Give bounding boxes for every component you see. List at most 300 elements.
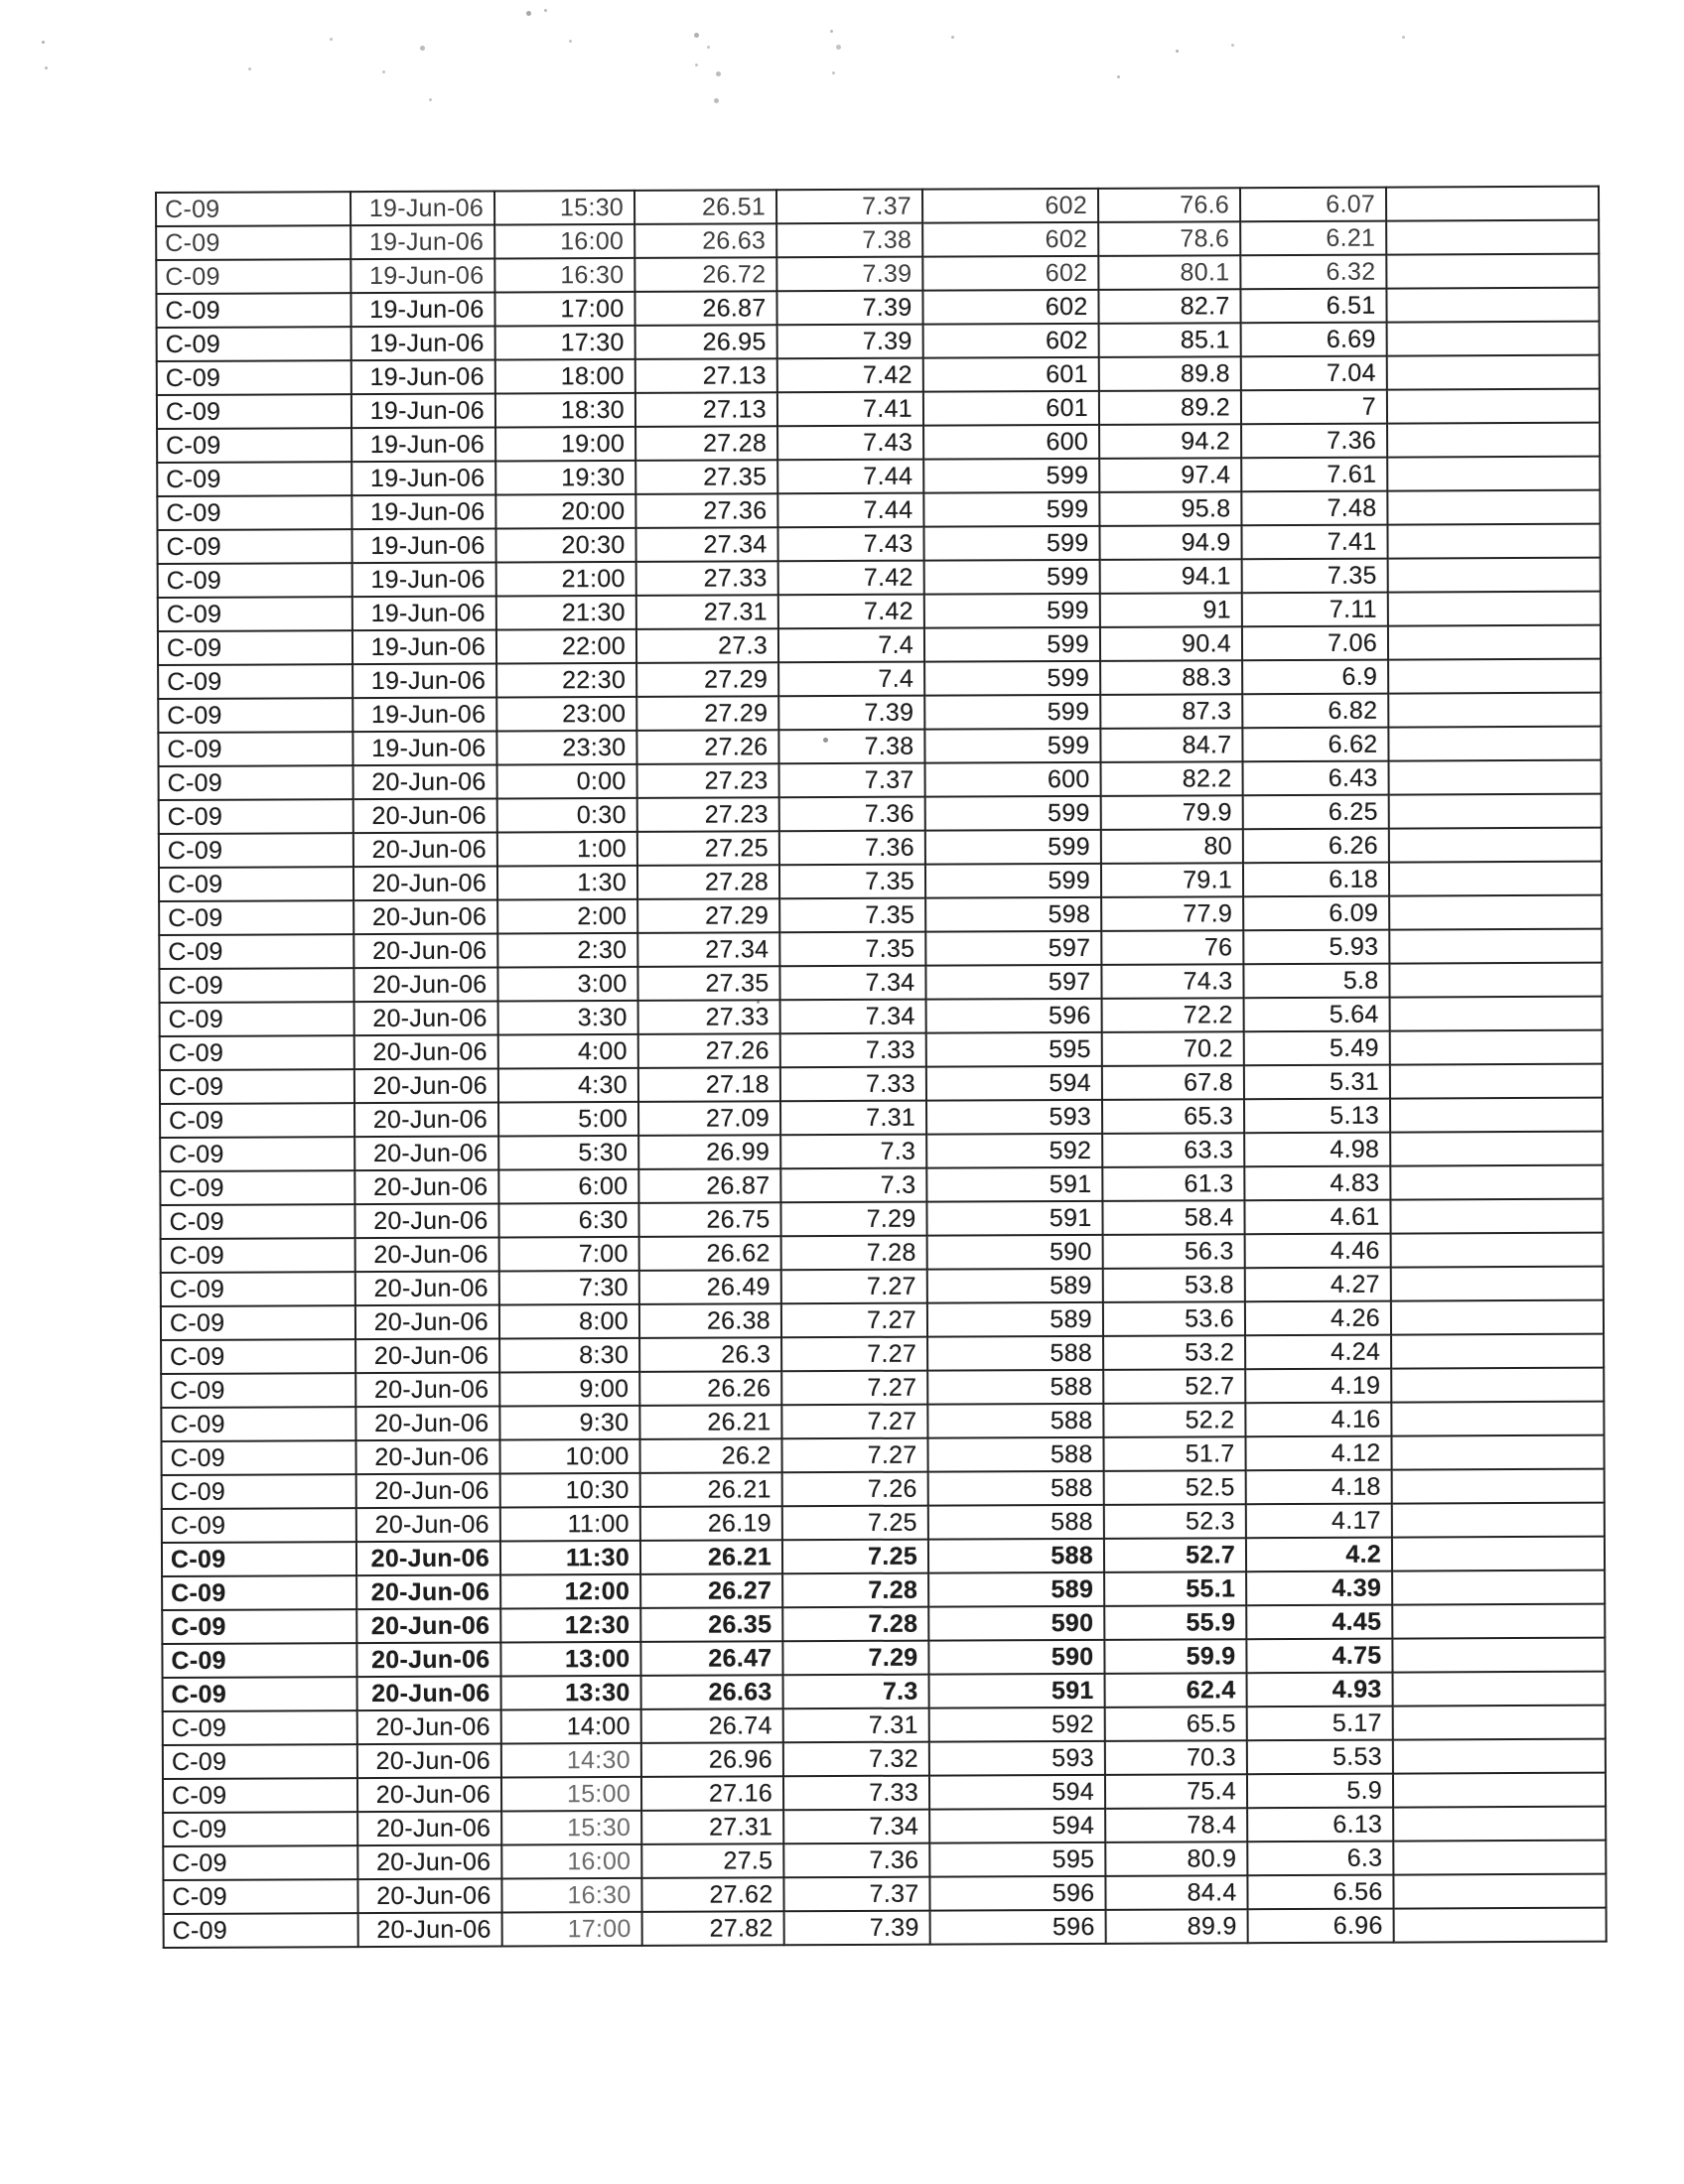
cell-col6: 588 [927, 1404, 1103, 1438]
gridline-extension [1393, 1706, 1606, 1740]
cell-col5: 7.42 [778, 595, 924, 629]
cell-col7: 89.9 [1106, 1909, 1248, 1944]
cell-col8: 5.13 [1244, 1099, 1390, 1134]
gridline-extension [1386, 288, 1599, 323]
cell-col4: 27.16 [641, 1776, 783, 1811]
cell-col2: 19-Jun-06 [351, 529, 495, 564]
cell-col4: 26.62 [639, 1236, 781, 1271]
cell-col3: 7:30 [499, 1271, 639, 1305]
cell-col5: 7.31 [783, 1708, 929, 1743]
cell-col5: 7.42 [778, 561, 924, 596]
cell-col5: 7.44 [777, 493, 923, 528]
cell-col8: 5.64 [1244, 998, 1390, 1032]
cell-col6: 599 [924, 594, 1100, 628]
gridline-extension [1391, 1267, 1604, 1301]
cell-col2: 20-Jun-06 [356, 1642, 500, 1677]
cell-col8: 4.98 [1244, 1133, 1390, 1167]
gridline-extension [1389, 794, 1602, 829]
cell-col7: 52.5 [1104, 1470, 1246, 1505]
cell-col2: 20-Jun-06 [353, 968, 497, 1003]
cell-col4: 26.51 [634, 190, 776, 224]
cell-col4: 27.23 [637, 797, 779, 832]
cell-col1: C-09 [157, 327, 351, 361]
cell-col7: 51.7 [1103, 1436, 1245, 1471]
cell-col7: 53.6 [1103, 1301, 1245, 1336]
gridline-extension [1391, 1233, 1604, 1268]
cell-col6: 596 [926, 999, 1102, 1033]
cell-col5: 7.4 [778, 628, 924, 663]
cell-col6: 589 [928, 1572, 1104, 1607]
cell-col1: C-09 [157, 394, 351, 429]
cell-col4: 27.09 [638, 1101, 780, 1136]
cell-col8: 6.96 [1248, 1909, 1394, 1944]
gridline-extension [1389, 760, 1602, 795]
cell-col4: 26.26 [639, 1371, 781, 1406]
cell-col1: C-09 [161, 1238, 355, 1273]
cell-col4: 27.18 [638, 1067, 780, 1102]
cell-col4: 26.49 [639, 1270, 781, 1304]
cell-col1: C-09 [160, 1204, 354, 1239]
cell-col5: 7.27 [781, 1438, 927, 1473]
cell-col5: 7.34 [779, 966, 925, 1001]
gridline-extension [1389, 895, 1602, 930]
cell-col4: 27.31 [641, 1810, 783, 1844]
cell-col4: 26.96 [641, 1742, 783, 1777]
table-body [156, 187, 1607, 1948]
cell-col4: 27.62 [641, 1877, 783, 1912]
cell-col7: 80.1 [1098, 255, 1240, 290]
cell-col6: 590 [928, 1606, 1104, 1641]
gridline-extension [1387, 457, 1600, 491]
cell-col7: 52.7 [1104, 1538, 1246, 1572]
cell-col3: 6:30 [498, 1203, 638, 1238]
cell-col6: 599 [923, 526, 1099, 561]
cell-col8: 5.9 [1247, 1774, 1393, 1809]
cell-col5: 7.3 [783, 1675, 929, 1709]
cell-col8: 4.26 [1245, 1301, 1391, 1336]
cell-col6: 588 [928, 1471, 1104, 1506]
cell-col2: 20-Jun-06 [355, 1237, 499, 1272]
cell-col4: 27.28 [635, 426, 777, 461]
cell-col3: 3:30 [498, 1001, 638, 1035]
cell-col7: 67.8 [1102, 1065, 1244, 1100]
cell-col5: 7.29 [782, 1641, 928, 1676]
cell-col6: 594 [926, 1066, 1102, 1101]
cell-col6: 588 [928, 1539, 1104, 1573]
cell-col7: 88.3 [1100, 660, 1242, 695]
cell-col1: C-09 [159, 900, 353, 935]
cell-col5: 7.35 [779, 932, 925, 967]
cell-col8: 7.61 [1241, 458, 1387, 492]
cell-col6: 591 [929, 1674, 1105, 1708]
cell-col8: 5.93 [1243, 930, 1389, 965]
cell-col4: 27.13 [635, 358, 777, 393]
cell-col1: C-09 [161, 1440, 355, 1475]
cell-col1: C-09 [157, 428, 351, 463]
gridline-extension [1387, 524, 1600, 559]
cell-col8: 7.35 [1242, 559, 1388, 594]
cell-col7: 87.3 [1100, 694, 1242, 729]
cell-col8: 4.17 [1246, 1504, 1392, 1539]
cell-col8: 6.25 [1243, 795, 1389, 830]
cell-col2: 19-Jun-06 [351, 327, 495, 361]
gridline-extension [1390, 1098, 1603, 1133]
cell-col4: 27.26 [636, 730, 778, 764]
cell-col4: 27.3 [636, 628, 778, 663]
cell-col2: 20-Jun-06 [357, 1709, 501, 1744]
cell-col3: 10:00 [499, 1439, 639, 1474]
cell-col2: 20-Jun-06 [357, 1743, 501, 1778]
cell-col6: 596 [930, 1910, 1106, 1945]
cell-col1: C-09 [157, 495, 351, 530]
cell-col3: 16:30 [501, 1878, 641, 1913]
cell-col3: 0:00 [497, 764, 637, 799]
cell-col6: 591 [926, 1201, 1102, 1236]
cell-col7: 95.8 [1099, 491, 1241, 526]
cell-col5: 7.29 [780, 1202, 926, 1237]
cell-col2: 19-Jun-06 [351, 394, 495, 429]
cell-col6: 593 [929, 1741, 1105, 1776]
gridline-extension [1393, 1773, 1606, 1808]
cell-col3: 18:30 [495, 393, 635, 428]
cell-col8: 4.61 [1244, 1200, 1390, 1235]
cell-col6: 599 [925, 830, 1101, 865]
cell-col6: 590 [927, 1235, 1103, 1270]
cell-col8: 4.24 [1245, 1335, 1391, 1370]
cell-col2: 19-Jun-06 [351, 495, 495, 530]
gridline-extension [1393, 1739, 1606, 1774]
cell-col7: 70.3 [1105, 1740, 1247, 1775]
cell-col1: C-09 [161, 1373, 355, 1408]
gridline-extension [1390, 1064, 1603, 1099]
gridline-extension [1394, 1908, 1607, 1943]
cell-col4: 27.5 [641, 1843, 783, 1878]
cell-col2: 20-Jun-06 [353, 867, 497, 901]
cell-col3: 14:00 [501, 1709, 641, 1744]
cell-col1: C-09 [159, 968, 353, 1003]
cell-col5: 7.39 [777, 325, 923, 359]
cell-col1: C-09 [158, 698, 352, 733]
gridline-extension [1388, 625, 1601, 660]
cell-col1: C-09 [163, 1845, 357, 1880]
cell-col2: 20-Jun-06 [355, 1372, 499, 1407]
cell-col8: 4.18 [1246, 1470, 1392, 1505]
cell-col1: C-09 [158, 630, 352, 665]
cell-col6: 594 [929, 1775, 1105, 1810]
cell-col7: 55.1 [1104, 1571, 1246, 1606]
cell-col7: 80 [1101, 829, 1243, 864]
cell-col2: 19-Jun-06 [352, 732, 496, 766]
cell-col6: 599 [924, 627, 1100, 662]
cell-col7: 65.3 [1102, 1099, 1244, 1134]
cell-col1: C-09 [158, 597, 352, 631]
cell-col5: 7.28 [782, 1573, 928, 1608]
cell-col3: 9:30 [499, 1406, 639, 1440]
cell-col5: 7.33 [780, 1033, 926, 1068]
cell-col7: 56.3 [1103, 1234, 1245, 1269]
cell-col1: C-09 [161, 1305, 355, 1340]
cell-col7: 62.4 [1105, 1673, 1247, 1707]
cell-col2: 20-Jun-06 [354, 1102, 498, 1137]
cell-col5: 7.36 [779, 797, 925, 832]
cell-col3: 19:00 [495, 427, 635, 462]
cell-col4: 26.38 [639, 1303, 781, 1338]
cell-col8: 6.69 [1241, 323, 1387, 357]
cell-col4: 27.33 [638, 1000, 780, 1034]
cell-col3: 11:00 [500, 1507, 640, 1542]
cell-col5: 7.36 [783, 1843, 929, 1878]
cell-col4: 26.47 [640, 1641, 782, 1676]
cell-col4: 27.34 [635, 527, 777, 562]
cell-col3: 2:00 [497, 899, 637, 934]
cell-col6: 588 [927, 1437, 1103, 1472]
cell-col8: 4.12 [1245, 1436, 1391, 1471]
cell-col5: 7.39 [776, 257, 922, 292]
gridline-extension [1392, 1537, 1605, 1571]
cell-col3: 12:30 [500, 1608, 640, 1643]
cell-col4: 26.99 [638, 1135, 780, 1169]
cell-col6: 600 [923, 425, 1099, 460]
cell-col5: 7.39 [784, 1911, 930, 1946]
cell-col2: 20-Jun-06 [356, 1473, 500, 1508]
cell-col5: 7.37 [779, 763, 925, 798]
cell-col8: 4.93 [1247, 1673, 1393, 1707]
cell-col2: 19-Jun-06 [352, 597, 496, 631]
cell-col4: 26.95 [635, 325, 777, 359]
cell-col5: 7.38 [776, 223, 922, 258]
cell-col2: 19-Jun-06 [352, 630, 496, 665]
cell-col2: 20-Jun-06 [355, 1271, 499, 1305]
cell-col1: C-09 [163, 1879, 357, 1914]
cell-col6: 597 [925, 965, 1101, 1000]
cell-col6: 597 [925, 931, 1101, 966]
cell-col2: 20-Jun-06 [355, 1406, 499, 1440]
cell-col5: 7.36 [779, 831, 925, 866]
cell-col4: 27.28 [637, 865, 779, 899]
cell-col7: 53.8 [1103, 1268, 1245, 1302]
cell-col6: 601 [923, 391, 1099, 426]
cell-col5: 7.39 [778, 696, 924, 731]
cell-col8: 7.36 [1241, 424, 1387, 459]
cell-col3: 19:30 [495, 461, 635, 495]
cell-col4: 27.33 [636, 561, 778, 596]
cell-col2: 19-Jun-06 [352, 698, 496, 733]
cell-col2: 19-Jun-06 [351, 259, 494, 294]
cell-col3: 18:00 [495, 359, 635, 394]
cell-col3: 0:30 [497, 798, 637, 833]
cell-col3: 12:00 [500, 1574, 640, 1609]
cell-col5: 7.34 [780, 1000, 926, 1034]
cell-col7: 97.4 [1099, 458, 1241, 492]
cell-col6: 588 [927, 1336, 1103, 1371]
cell-col4: 27.13 [635, 392, 777, 427]
cell-col7: 85.1 [1099, 323, 1241, 357]
gridline-extension [1392, 1604, 1605, 1639]
cell-col2: 20-Jun-06 [354, 1136, 498, 1170]
cell-col5: 7.39 [776, 291, 922, 326]
cell-col7: 82.2 [1101, 761, 1243, 796]
cell-col8: 5.8 [1243, 964, 1389, 999]
cell-col4: 27.35 [637, 966, 779, 1001]
cell-col4: 26.21 [639, 1405, 781, 1439]
cell-col1: C-09 [161, 1407, 355, 1441]
cell-col5: 7.27 [781, 1405, 927, 1439]
cell-col5: 7.27 [781, 1337, 927, 1372]
cell-col4: 26.87 [634, 291, 776, 326]
cell-col8: 7.06 [1242, 626, 1388, 661]
cell-col3: 3:00 [497, 967, 637, 1002]
cell-col2: 20-Jun-06 [353, 833, 497, 868]
cell-col4: 26.3 [639, 1337, 781, 1372]
cell-col1: C-09 [161, 1339, 355, 1374]
cell-col2: 20-Jun-06 [353, 799, 497, 834]
cell-col8: 5.49 [1244, 1031, 1390, 1066]
cell-col4: 26.74 [641, 1708, 783, 1743]
gridline-extension [1391, 1435, 1604, 1470]
cell-col4: 27.25 [637, 831, 779, 866]
cell-col1: C-09 [159, 765, 353, 800]
gridline-extension [1390, 1199, 1603, 1234]
cell-col2: 20-Jun-06 [354, 1169, 498, 1204]
data-table [155, 186, 1608, 1949]
cell-col1: C-09 [160, 1170, 354, 1205]
cell-col1: C-09 [162, 1474, 356, 1509]
gridline-extension [1388, 727, 1601, 761]
cell-col2: 20-Jun-06 [356, 1507, 500, 1542]
cell-col1: C-09 [156, 225, 351, 260]
cell-col4: 27.29 [636, 662, 778, 697]
cell-col3: 23:30 [496, 731, 636, 765]
cell-col6: 602 [923, 324, 1099, 358]
cell-col4: 26.63 [634, 223, 776, 258]
cell-col8: 6.82 [1242, 694, 1388, 729]
cell-col8: 7.11 [1242, 593, 1388, 627]
cell-col1: C-09 [157, 360, 351, 395]
cell-col8: 6.43 [1243, 761, 1389, 796]
cell-col5: 7.37 [783, 1877, 929, 1912]
gridline-extension [1388, 592, 1601, 626]
cell-col7: 74.3 [1101, 964, 1243, 999]
cell-col7: 78.4 [1105, 1808, 1247, 1843]
cell-col3: 21:30 [496, 596, 636, 630]
cell-col3: 22:00 [496, 629, 636, 664]
cell-col3: 14:30 [501, 1743, 641, 1778]
cell-col5: 7.43 [777, 426, 923, 461]
cell-col2: 20-Jun-06 [353, 765, 497, 800]
cell-col3: 11:30 [500, 1541, 640, 1575]
cell-col7: 78.6 [1098, 221, 1240, 256]
cell-col3: 15:00 [501, 1777, 641, 1812]
cell-col7: 94.1 [1100, 559, 1242, 594]
cell-col1: C-09 [164, 1913, 358, 1948]
cell-col2: 20-Jun-06 [356, 1574, 500, 1609]
cell-col7: 79.9 [1101, 795, 1243, 830]
cell-col8: 6.09 [1243, 896, 1389, 931]
cell-col3: 4:30 [498, 1068, 638, 1103]
cell-col5: 7.44 [777, 460, 923, 494]
cell-col7: 91 [1100, 593, 1242, 627]
gridline-extension [1393, 1874, 1606, 1909]
cell-col1: C-09 [160, 1069, 354, 1104]
cell-col6: 599 [923, 459, 1099, 493]
cell-col6: 596 [929, 1876, 1105, 1911]
cell-col7: 53.2 [1103, 1335, 1245, 1370]
cell-col7: 89.2 [1099, 390, 1241, 425]
cell-col7: 76 [1101, 930, 1243, 965]
cell-col1: C-09 [163, 1710, 357, 1745]
cell-col2: 20-Jun-06 [355, 1439, 499, 1474]
cell-col6: 602 [922, 189, 1098, 223]
cell-col4: 26.27 [640, 1573, 782, 1608]
gridline-extension [1386, 187, 1599, 221]
cell-col7: 77.9 [1101, 896, 1243, 931]
cell-col4: 27.36 [635, 493, 777, 528]
gridline-extension [1391, 1334, 1604, 1369]
cell-col2: 20-Jun-06 [357, 1777, 501, 1812]
cell-col7: 55.9 [1104, 1605, 1246, 1640]
gridline-extension [1390, 1132, 1603, 1166]
cell-col2: 19-Jun-06 [351, 192, 494, 226]
cell-col6: 600 [925, 762, 1101, 797]
cell-col2: 19-Jun-06 [351, 428, 495, 463]
gridline-extension [1392, 1503, 1605, 1538]
cell-col2: 19-Jun-06 [351, 225, 494, 260]
cell-col6: 599 [925, 796, 1101, 831]
cell-col3: 10:30 [500, 1473, 640, 1508]
cell-col6: 598 [925, 897, 1101, 932]
gridline-extension [1389, 828, 1602, 863]
cell-col4: 26.72 [634, 257, 776, 292]
cell-col6: 602 [922, 256, 1098, 291]
cell-col6: 599 [924, 695, 1100, 730]
gridline-extension [1386, 254, 1599, 289]
cell-col7: 79.1 [1101, 863, 1243, 897]
cell-col6: 599 [923, 492, 1099, 527]
cell-col1: C-09 [159, 799, 353, 834]
table-row [164, 1908, 1607, 1948]
cell-col6: 593 [926, 1100, 1102, 1135]
cell-col2: 19-Jun-06 [352, 664, 496, 699]
gridline-extension [1389, 862, 1602, 896]
cell-col1: C-09 [156, 259, 351, 294]
gridline-extension [1390, 1030, 1603, 1065]
cell-col7: 52.2 [1103, 1403, 1245, 1437]
cell-col7: 80.9 [1105, 1842, 1247, 1876]
cell-col7: 75.4 [1105, 1774, 1247, 1809]
cell-col1: C-09 [163, 1778, 357, 1813]
cell-col3: 5:30 [498, 1136, 638, 1170]
cell-col8: 7.48 [1241, 491, 1387, 526]
cell-col7: 90.4 [1100, 626, 1242, 661]
gridline-extension [1389, 963, 1602, 998]
cell-col7: 72.2 [1102, 998, 1244, 1032]
cell-col2: 20-Jun-06 [354, 1034, 498, 1069]
cell-col5: 7.33 [780, 1067, 926, 1102]
cell-col1: C-09 [160, 1002, 354, 1036]
cell-col3: 15:30 [494, 191, 634, 225]
cell-col6: 595 [926, 1032, 1102, 1067]
cell-col7: 58.4 [1102, 1200, 1244, 1235]
cell-col2: 19-Jun-06 [352, 563, 496, 598]
cell-col8: 4.39 [1246, 1571, 1392, 1606]
cell-col8: 7 [1241, 390, 1387, 425]
cell-col8: 6.13 [1247, 1808, 1393, 1843]
cell-col1: C-09 [159, 833, 353, 868]
cell-col6: 589 [927, 1269, 1103, 1303]
cell-col3: 20:30 [495, 528, 635, 563]
cell-col3: 15:30 [501, 1811, 641, 1845]
cell-col3: 4:00 [498, 1034, 638, 1069]
